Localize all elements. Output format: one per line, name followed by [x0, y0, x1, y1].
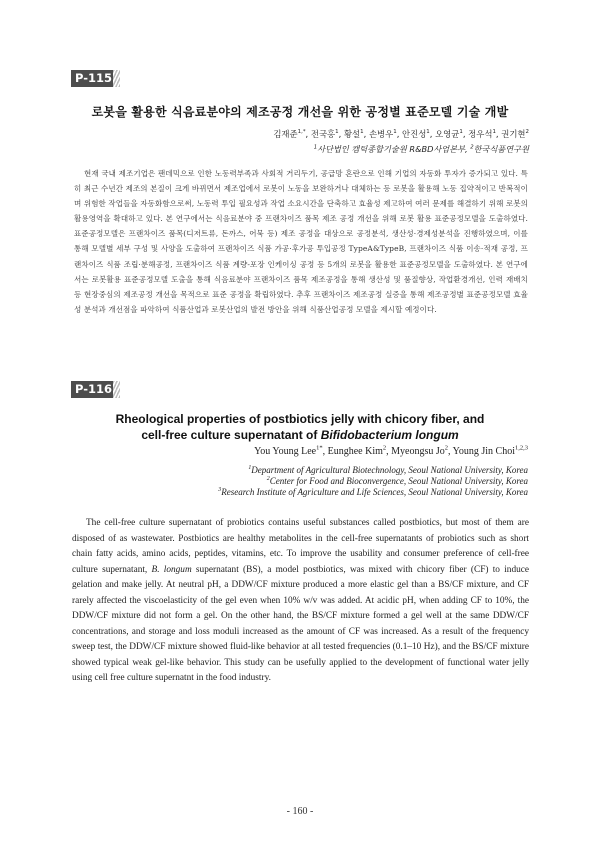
paper-title-p116	[0, 411, 600, 443]
tag-stripes	[113, 70, 120, 87]
author: You Young Lee	[254, 446, 317, 457]
affiliation: $^1$Department of Agricultural Biotechnology, Seoul National University, Korea	[248, 465, 528, 475]
author: 권기현	[501, 129, 526, 139]
paper-title-p115: 로봇을 활용한 식음료분야의 제조공정 개선을 위한 공정별 표준모델 기술 개발	[91, 105, 509, 119]
author: Young Jin Choi	[452, 446, 515, 457]
title-line-2: cell-free culture supernatant of	[141, 428, 321, 442]
affiliation: 한국식품연구원	[473, 144, 529, 154]
author-list-p116: You Young Lee$^{1*}$, Eunghee Kim$^2$, Myeongsu Jo$^2$, Young Jin Choi$^{1,2,3}$	[254, 444, 528, 457]
author: 김재준	[273, 129, 298, 139]
affiliation: $^3$Research Institute of Agriculture and Life Sciences, Seoul National University, Korea	[218, 487, 528, 497]
title-line-1: Rheological properties of postbiotics jelly with chicory fiber, and	[115, 412, 485, 426]
author: 안진성	[402, 129, 427, 139]
affiliations-p116	[218, 465, 528, 498]
tag-label: P-116	[75, 382, 113, 396]
author: 손병우	[368, 129, 394, 139]
section-tag-p115	[71, 70, 117, 87]
author: Eunghee Kim	[327, 446, 383, 457]
abstract-p115: 현재 국내 제조기업은 팬데믹으로 인한 노동력부족과 사회적 거리두기, 공급망 혼란으로 인해 기업의 자동화 투자가 증가되고 있다. 특히 최근 수년간 제조의 본질이 크게 바뀌면서 제조업에서 로봇이 노동을 보완하거나 대체하는 등 로봇을 활용해 노동 집약적이고 반복적이며 위험한 작업들을 자동화함으로써, 노동력 투입 필요성과 작업 소요시간을 단축하고 효율성 제고하여 여러 문제를 해결하기 위해 로봇의 활용영역을 확대하고 있다. 본 연구에서는 식음료분야 중 프랜차이즈 품목 제조 공정 개선을 위해 로봇 활용 표준공정모델을 도출하였다. 표준공정모델은 프랜차이즈 품목(디저트류, 돈까스, 어묵 등) 제조 공정을 대상으로 공정분석, 생산성·경제성분석을 진행하였으며, 이를 통해 모델별 세부 구성 및 사양을 도출하여 프랜차이즈 식품 가공·후가공 투입공정 TypeA&TypeB, 프랜차이즈 식품 이송·적재 공정, 프랜차이즈 식품 조립·분해공정, 프랜차이즈 식품 계량-포장 인케이싱 공정 등 5개의 로봇을 활용한 표준공정모델을 도출하였다. 본 연구에서는 로봇활용 표준공정모델 도출을 통해 식음료분야 프랜차이즈 품목 제조공정을 통해 생산성 및 품질향상, 작업환경개선, 인력 재배치 등 현장중심의 제조공정 개선을 목적으로 표준 공정을 확립하였다. 추후 프랜차이즈 제조공정 실증을 통해 제조공정별 표준공정모델 효율성 분석과 개선점을 파악하여 식품산업과 로봇산업의 발전 방안을 위해 식품산업공정 모델을 제시할 예정이다.	[74, 169, 528, 314]
title-species: Bifidobacterium longum	[320, 428, 459, 442]
abstract-p116: The cell-free culture supernatant of probiotics contains useful substances called postbiotics, but most of them are disposed of as wastewater. Postbiotics are healthy metabolites in the cell-free supernatants of probiotics such as short chain fatty acids, amino acids, peptides, vitamins, etc. To improve the usability and consumer preference of cell-free culture supernatant, B. longum supernatant (BS), a model postbiotics, was mixed with chicory fiber (CF) to induce gelation and make jelly. At neutral pH, a DDW/CF mixture produced a more elastic gel than a BS/CF mixture, and CF rarely affected the viscoelasticity of the gel even when 10% w/v was added. At acidic pH, when adding CF to 10%, the DDW/CF mixture did not form a gel. On the other hand, the BS/CF mixture formed a gel well at the same DDW/CF concentrations, and storage and loss moduli increased as the amount of CF was increased. As a result of the frequency sweep test, the DDW/CF mixture showed fluid-like behavior at all tested frequencies (0.1–10 Hz), and the BS/CF mixture showed typical weak gel-like behavior. This study can be usefully applied to the development of functional water jelly using cell free culture supernatnt in the food industry.	[72, 518, 529, 683]
affiliations-p115: $^1$사단법인 캠틱종합기술원 R&BD사업본부, $^2$한국식품연구원	[313, 144, 529, 154]
page-number: - 160 -	[286, 806, 314, 817]
affiliation: 사단법인 캠틱종합기술원 R&BD사업본부,	[317, 144, 468, 154]
tag-stripes	[113, 381, 120, 398]
author-list-p115: 김재준$^{1,*}$, 전국홍$^1$, 황설$^1$, 손병우$^1$, 안진성$^1$, 오영균$^1$, 정우석$^1$, 권기현$^2$	[273, 129, 529, 139]
affiliation: $^2$Center for Food and Bioconvergence, Seoul National University, Korea	[266, 476, 528, 486]
author: 황설	[343, 129, 361, 139]
author: 오영균	[435, 129, 460, 139]
author: Myeongsu Jo	[391, 446, 445, 457]
section-tag-p116	[71, 381, 117, 398]
author: 정우석	[468, 129, 493, 139]
tag-label: P-115	[75, 71, 113, 85]
author: 전국홍	[310, 129, 336, 139]
